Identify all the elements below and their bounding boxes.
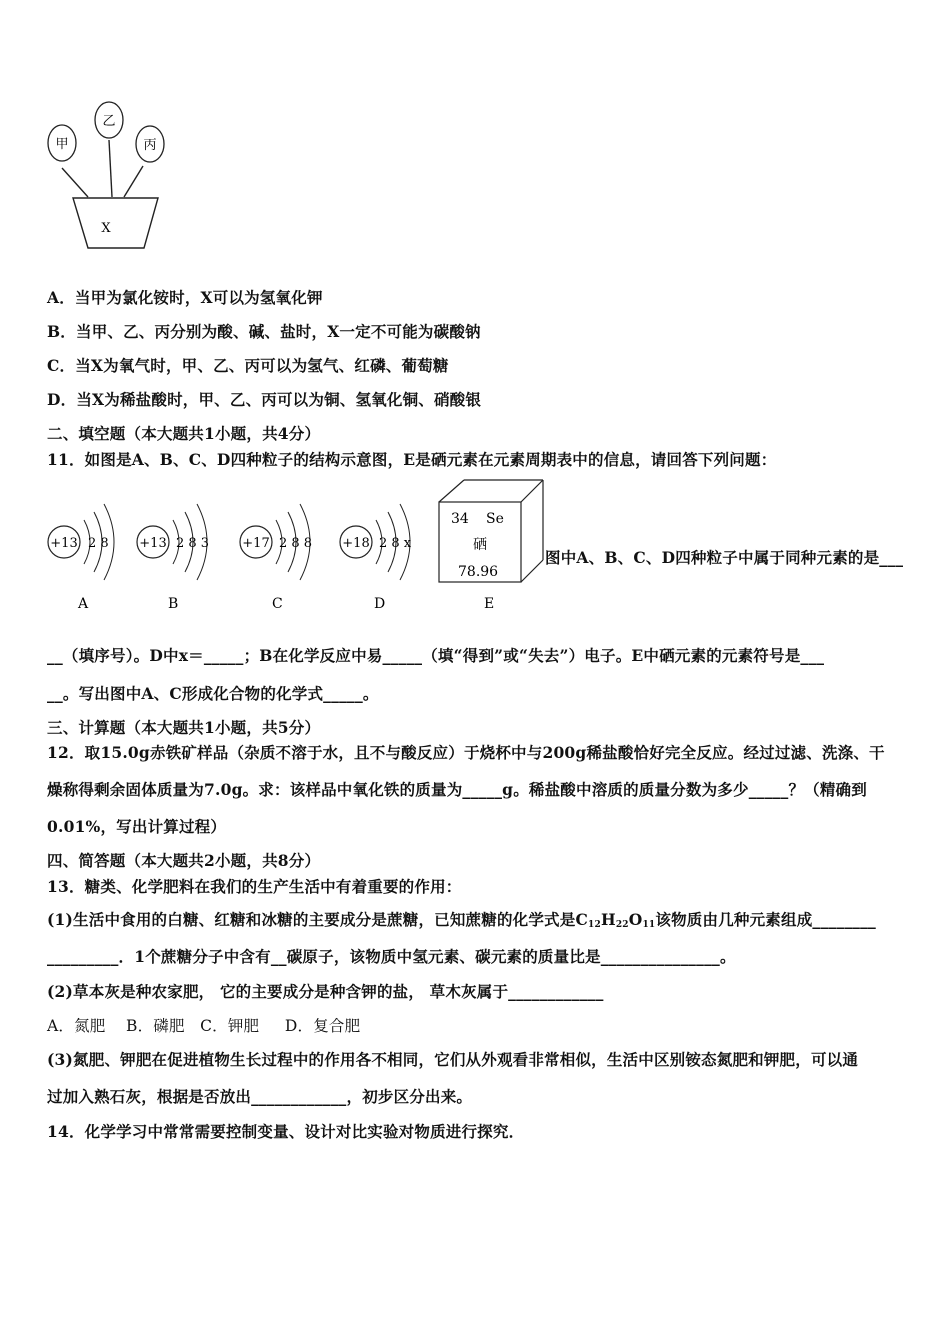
section-3-title: 三、计算题（本大题共1小题，共5分） [47, 718, 321, 737]
q13-part1-line1 [47, 908, 876, 930]
element-label: E [484, 596, 495, 612]
q13-part3-line1: (3)氮肥、钾肥在促进植物生长过程中的作用各不相同，它们从外观看非常相似，生活中区别铵态氮肥和钾肥，可以通 [47, 1050, 859, 1069]
element-mass: 78.96 [458, 564, 499, 580]
q12-line1: 12．取15.0g赤铁矿样品（杂质不溶于水，且不与酸反应）于烧杯中与200g稀盐酸恰好完全反应。经过过滤、洗涤、干 [47, 743, 885, 762]
q13-part2: (2)草本灰是种农家肥， 它的主要成分是种含钾的盐， 草木灰属于____________ [47, 982, 604, 1001]
section-4-title: 四、简答题（本大题共2小题，共8分） [47, 851, 321, 870]
q12-line3: 0.01%，写出计算过程） [47, 817, 227, 836]
q11-question-part2: __（填序号）。D中x＝_____；B在化学反应中易_____（填“得到”或“失去”）电子。E中硒元素的元素符号是___ [47, 646, 825, 665]
element-symbol: Se [486, 511, 504, 527]
q10-option-c: C．当X为氧气时，甲、乙、丙可以为氢气、红磷、葡萄糖 [47, 356, 449, 375]
flower-jia-label: 甲 [55, 137, 69, 152]
q13-part2-options: A．氮肥 B．磷肥 C．钾肥 D．复合肥 [47, 1017, 361, 1035]
q10-option-b: B．当甲、乙、丙分别为酸、碱、盐时，X一定不可能为碳酸钠 [47, 322, 481, 341]
atom-c-label: C [272, 596, 283, 612]
element-name: 硒 [473, 537, 487, 553]
flower-pot-figure [40, 96, 180, 256]
sucrose-formula: $C_{12}H_{22}O_{11}$ [575, 910, 656, 930]
atom-a-label: A [78, 596, 89, 612]
q12-line2: 燥称得剩余固体质量为7.0g。求：该样品中氧化铁的质量为_____g。稀盐酸中溶质的质量分数为多少_____？（精确到 [47, 780, 867, 799]
q13-stem: 13．糖类、化学肥料在我们的生产生活中有着重要的作用： [47, 877, 462, 896]
q11-stem: 11．如图是A、B、C、D四种粒子的结构示意图，E是硒元素在元素周期表中的信息，请回答下列问题： [47, 450, 777, 469]
pot-label: X [101, 221, 111, 236]
atom-d-shells: 2 8 x [379, 536, 412, 551]
element-number: 34 [451, 511, 469, 527]
atom-structures-figure [40, 478, 550, 618]
pot [73, 198, 158, 248]
atom-c-shells: 2 8 8 [279, 536, 313, 551]
atom-c-nucleus: +17 [242, 536, 270, 551]
atom-d [340, 504, 412, 612]
atom-b-nucleus: +13 [139, 536, 167, 551]
q13-part3-line2: 过加入熟石灰，根据是否放出____________，初步区分出来。 [47, 1087, 473, 1106]
q10-option-a: A．当甲为氯化铵时，X可以为氢氧化钾 [47, 288, 323, 307]
q14-stem: 14．化学学习中常常需要控制变量、设计对比实验对物质进行探究． [47, 1122, 525, 1141]
q11-question-part3: __。写出图中A、C形成化合物的化学式_____。 [47, 684, 379, 703]
q13-part1-before: (1)生活中食用的白糖、红糖和冰糖的主要成分是蔗糖，已知蔗糖的化学式是 [47, 910, 576, 929]
flower-yi-label: 乙 [102, 114, 116, 129]
element-box-e [439, 480, 543, 612]
atom-c [240, 504, 312, 612]
atom-b-label: B [168, 596, 179, 612]
q13-part1-after: 该物质由几种元素组成________ [655, 910, 876, 929]
section-2-title: 二、填空题（本大题共1小题，共4分） [47, 424, 321, 443]
q10-option-d: D．当X为稀盐酸时，甲、乙、丙可以为铜、氢氧化铜、硝酸银 [47, 390, 482, 409]
atom-d-nucleus: +18 [342, 536, 370, 551]
q13-part1-line2: _________．1个蔗糖分子中含有__碳原子，该物质中氢元素、碳元素的质量比是_______________。 [47, 947, 736, 966]
atom-a-shells: 2 8 [88, 536, 109, 551]
atom-b-shells: 2 8 3 [176, 536, 210, 551]
flower-bing-label: 丙 [143, 138, 157, 153]
q11-question-part1: 图中A、B、C、D四种粒子中属于同种元素的是___ [545, 548, 904, 567]
atom-b [137, 504, 209, 612]
atom-a [48, 504, 114, 612]
atom-a-nucleus: +13 [50, 536, 78, 551]
atom-d-label: D [374, 596, 386, 612]
